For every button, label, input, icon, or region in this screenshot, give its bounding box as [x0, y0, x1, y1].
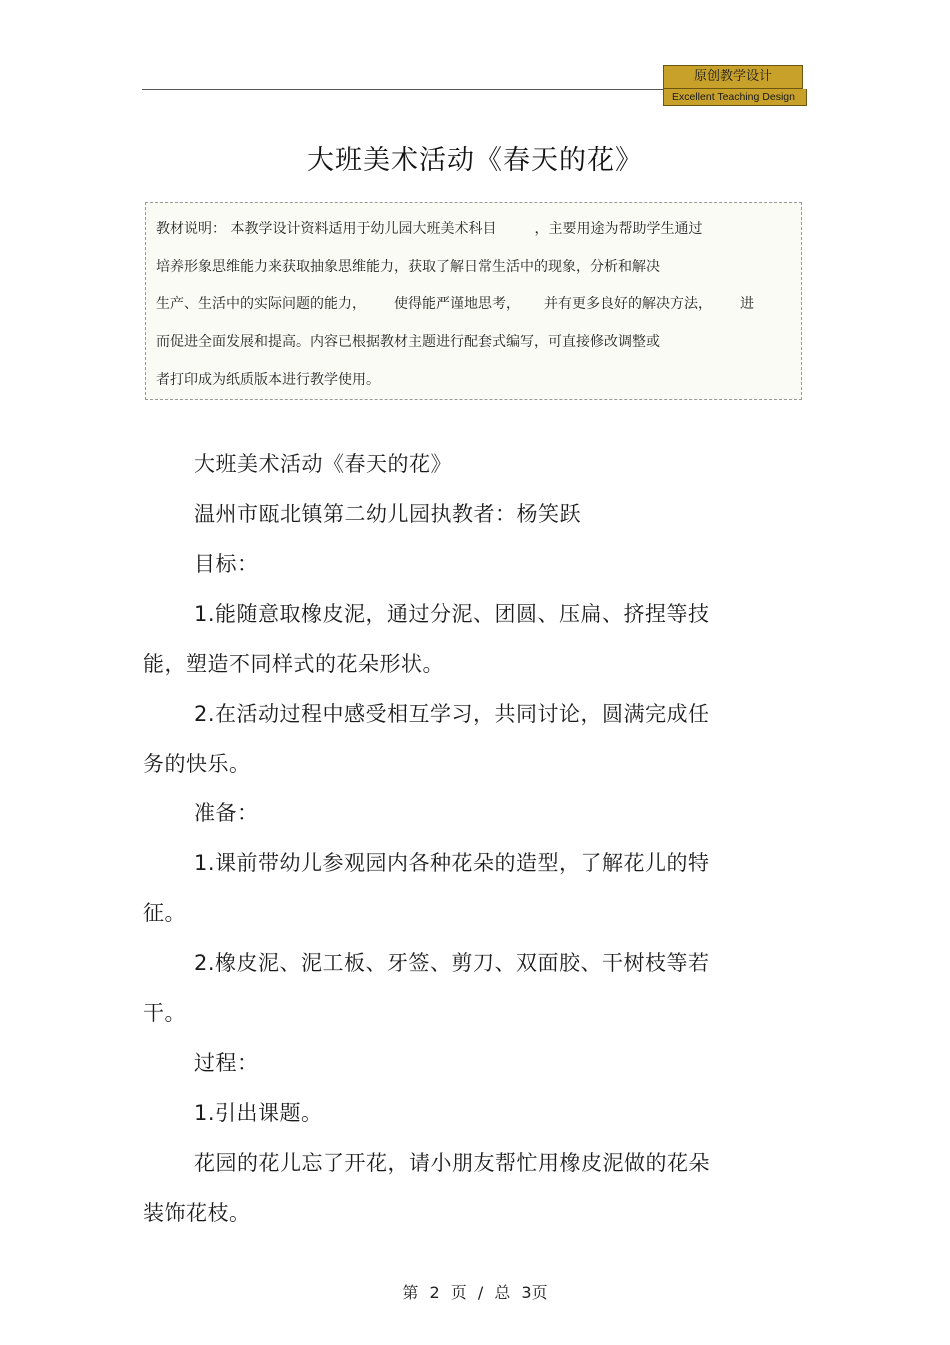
- page-title: 大班美术活动《春天的花》: [307, 145, 643, 176]
- badge-cn: 原创教学设计: [663, 65, 803, 89]
- body-line: 干。: [143, 1001, 186, 1025]
- body-line: 1.课前带幼儿参观园内各种花朵的造型，了解花儿的特: [194, 851, 710, 875]
- body-line: 花园的花儿忘了开花，请小朋友帮忙用橡皮泥做的花朵: [194, 1151, 710, 1175]
- body-line: 2.橡皮泥、泥工板、牙签、剪刀、双面胶、干树枝等若: [194, 951, 710, 975]
- body-line: 务的快乐。: [143, 752, 251, 776]
- description-text: 者打印成为纸质版本进行教学使用。: [156, 372, 380, 388]
- description-text: 而促进全面发展和提高。内容已根据教材主题进行配套式编写，可直接修改调整或: [156, 334, 660, 350]
- body-line: 大班美术活动《春天的花》: [194, 452, 452, 476]
- body-line: 装饰花枝。: [143, 1201, 251, 1225]
- body-line: 征。: [143, 901, 186, 925]
- description-line-5: [156, 369, 380, 389]
- header-badge: [663, 65, 803, 106]
- body-line: 过程：: [194, 1051, 259, 1075]
- body-line: 目标：: [194, 552, 259, 576]
- body-line: 1.引出课题。: [194, 1101, 323, 1125]
- description-text: 生产、生活中的实际问题的能力，: [156, 296, 366, 312]
- body-line: 准备：: [194, 801, 259, 825]
- description-text: 教材说明： 本教学设计资料适用于幼儿园大班美术科目: [156, 221, 497, 237]
- description-text: ，主要用途为帮助学生通过: [534, 221, 703, 237]
- description-line-4: [156, 331, 660, 351]
- page-footer: 第 2 页 / 总 3页: [402, 1283, 548, 1302]
- body-line: 1.能随意取橡皮泥，通过分泥、团圆、压扁、挤捏等技: [194, 602, 710, 626]
- description-box: [145, 202, 802, 400]
- badge-en: Excellent Teaching Design: [663, 89, 807, 106]
- description-text: 进: [740, 296, 754, 312]
- body-line: 2.在活动过程中感受相互学习，共同讨论，圆满完成任: [194, 702, 710, 726]
- description-line-2: [156, 256, 660, 276]
- body-line: 温州市瓯北镇第二幼儿园执教者：杨笑跃: [194, 502, 581, 526]
- description-text: 并有更多良好的解决方法，: [544, 296, 712, 312]
- description-text: 使得能严谨地思考，: [394, 296, 520, 312]
- description-line-3: [156, 293, 754, 313]
- body-line: 能，塑造不同样式的花朵形状。: [143, 652, 444, 676]
- description-text: 培养形象思维能力来获取抽象思维能力，获取了解日常生活中的现象，分析和解决: [156, 259, 660, 275]
- description-line-1: [156, 218, 702, 238]
